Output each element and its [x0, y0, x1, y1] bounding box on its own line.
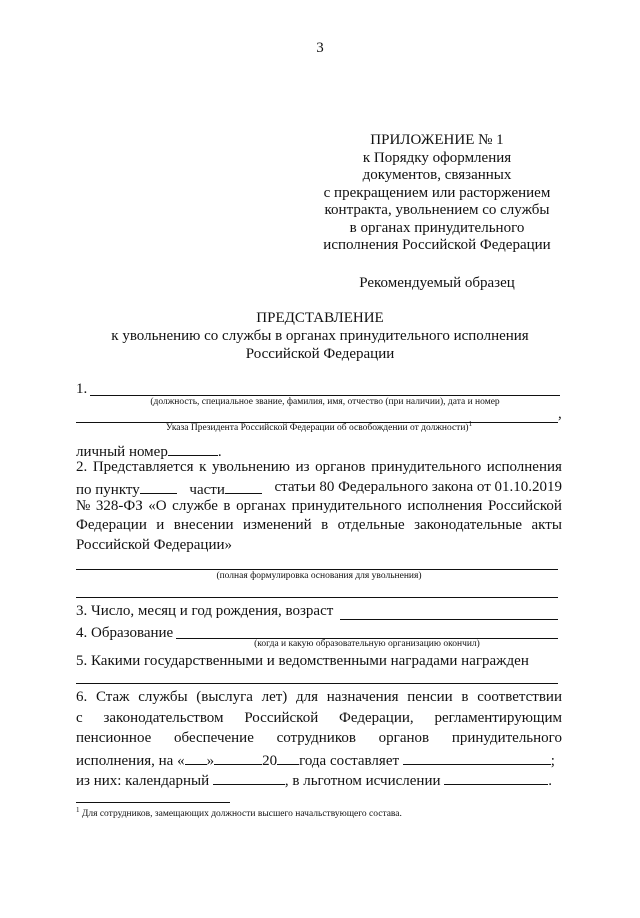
- appendix-heading: [300, 132, 574, 255]
- title-heading: ПРЕДСТАВЛЕНИЕ: [256, 310, 384, 326]
- appendix-line: ПРИЛОЖЕНИЕ № 1: [370, 132, 504, 148]
- personal-number-field[interactable]: [168, 441, 218, 456]
- day-field[interactable]: [185, 750, 207, 765]
- clause-field[interactable]: [140, 479, 177, 494]
- item2-line2: по пункту части статьи 80 Федерального закона от 01.10.2019: [76, 479, 562, 498]
- item2-line1: 2. Представляется к увольнению из органов принудительного исполнения: [76, 459, 562, 475]
- awards-field[interactable]: [76, 683, 558, 684]
- item2-line4: Федерации и внесении изменений в отдельные законодательные акты: [76, 517, 562, 533]
- item1-caption: (должность, специальное звание, фамилия, имя, отчество (при наличии), дата и номер: [150, 397, 500, 407]
- title-subline: к увольнению со службы в органах принудительного исполнения: [111, 328, 529, 344]
- appendix-line: исполнения Российской Федерации: [323, 237, 551, 253]
- birth-date-field[interactable]: [340, 619, 558, 620]
- document-title: [60, 309, 580, 363]
- year-field[interactable]: [277, 750, 299, 765]
- personal-number-label: личный номер: [76, 444, 168, 460]
- month-field[interactable]: [214, 750, 262, 765]
- title-subline: Российской Федерации: [245, 346, 395, 362]
- part-field[interactable]: [225, 479, 262, 494]
- appendix-line: в органах принудительного: [349, 219, 525, 236]
- item6-line5: из них: календарный , в льготном исчислении .: [76, 770, 552, 790]
- appendix-line: с прекращением или расторжением: [323, 184, 551, 201]
- calendar-field[interactable]: [213, 770, 285, 785]
- item6-line2: с законодательством Российской Федерации, регламентирующим: [76, 710, 562, 726]
- item1-comma: ,: [558, 406, 562, 422]
- dismissal-basis-caption: (полная формулировка основания для увольнения): [216, 571, 422, 581]
- personal-number-row: личный номер .: [76, 441, 222, 461]
- footnote: $^1$ Для сотрудников, замещающих должности высшего начальствующего состава.: [76, 805, 402, 819]
- item1-number: 1.: [76, 381, 88, 397]
- item2-line5: Российской Федерации»: [76, 537, 233, 553]
- appendix-line: документов, связанных: [362, 167, 512, 183]
- item4-label: 4. Образование: [76, 625, 174, 641]
- page-number: 3: [316, 40, 324, 56]
- item1-caption-2: Указа Президента Российской Федерации об освобождении от должности)$^1$: [165, 419, 473, 433]
- item5-label: 5. Какими государственными и ведомственными наградами награжден: [76, 653, 529, 669]
- item3-label: 3. Число, месяц и год рождения, возраст: [76, 603, 334, 619]
- item1-fill-line[interactable]: [90, 395, 560, 396]
- preferential-field[interactable]: [444, 770, 548, 785]
- item6-line1: 6. Стаж службы (выслуга лет) для назначения пенсии в соответствии: [76, 689, 562, 705]
- appendix-line: к Порядку оформления: [362, 149, 512, 166]
- service-length-field[interactable]: [403, 750, 551, 765]
- dismissal-basis-field-2[interactable]: [76, 597, 558, 598]
- item6-line4: исполнения, на « » 20 года составляет ;: [76, 750, 555, 770]
- item2-line3: № 328-ФЗ «О службе в органах принудительного исполнения Российской: [76, 498, 562, 514]
- sample-label: Рекомендуемый образец: [359, 275, 515, 291]
- dismissal-basis-field[interactable]: [76, 569, 558, 570]
- footnote-separator: [76, 802, 230, 803]
- appendix-line: контракта, увольнением со службы: [324, 202, 550, 218]
- item6-line3: пенсионное обеспечение сотрудников органов принудительного: [76, 730, 562, 746]
- education-caption: (когда и какую образовательную организацию окончил): [254, 639, 480, 649]
